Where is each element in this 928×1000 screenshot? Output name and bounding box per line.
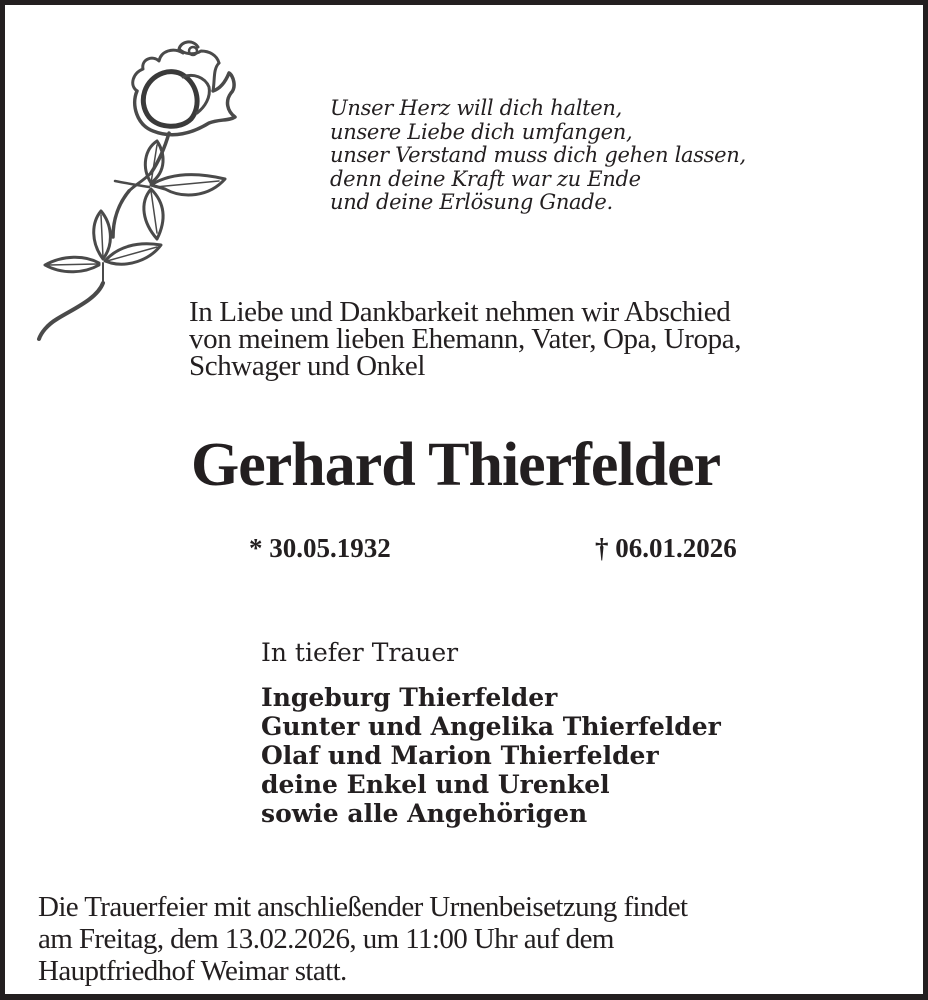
mourner-name: deine Enkel und Urenkel — [261, 770, 610, 799]
poem-line: und deine Erlösung Gnade. — [330, 190, 613, 214]
birth-date: * 30.05.1932 — [249, 533, 391, 563]
poem-line: denn deine Kraft war zu Ende — [330, 166, 641, 191]
mourner-name: Gunter und Angelika Thierfelder — [261, 712, 721, 741]
mourner-name: Olaf und Marion Thierfelder — [261, 741, 659, 770]
intro-line: von meinem lieben Ehemann, Vater, Opa, Uropa, — [189, 323, 742, 355]
poem-line: unsere Liebe dich umfangen, — [330, 119, 633, 144]
poem-verse — [330, 97, 746, 215]
mourner-name: Ingeburg Thierfelder — [261, 683, 558, 712]
poem-line: Unser Herz will dich halten, — [330, 96, 623, 120]
service-line: am Freitag, dem 13.02.2026, um 11:00 Uhr auf dem — [38, 923, 614, 955]
deceased-name: Gerhard Thierfelder — [191, 431, 721, 499]
service-line: Hauptfriedhof Weimar statt. — [38, 955, 347, 987]
intro-line: Schwager und Onkel — [189, 350, 426, 382]
funeral-service-info — [38, 891, 687, 987]
poem-line: unser Verstand muss dich gehen lassen, — [330, 143, 746, 167]
mourning-label: In tiefer Trauer — [261, 638, 459, 667]
intro-text — [189, 296, 742, 382]
intro-line: In Liebe und Dankbarkeit nehmen wir Abschied — [189, 296, 731, 328]
service-line: Die Trauerfeier mit anschließender Urnenbeisetzung findet — [38, 891, 688, 923]
death-date: † 06.01.2026 — [595, 533, 737, 563]
mourners-list — [261, 683, 721, 828]
mourner-name: sowie alle Angehörigen — [261, 799, 588, 828]
